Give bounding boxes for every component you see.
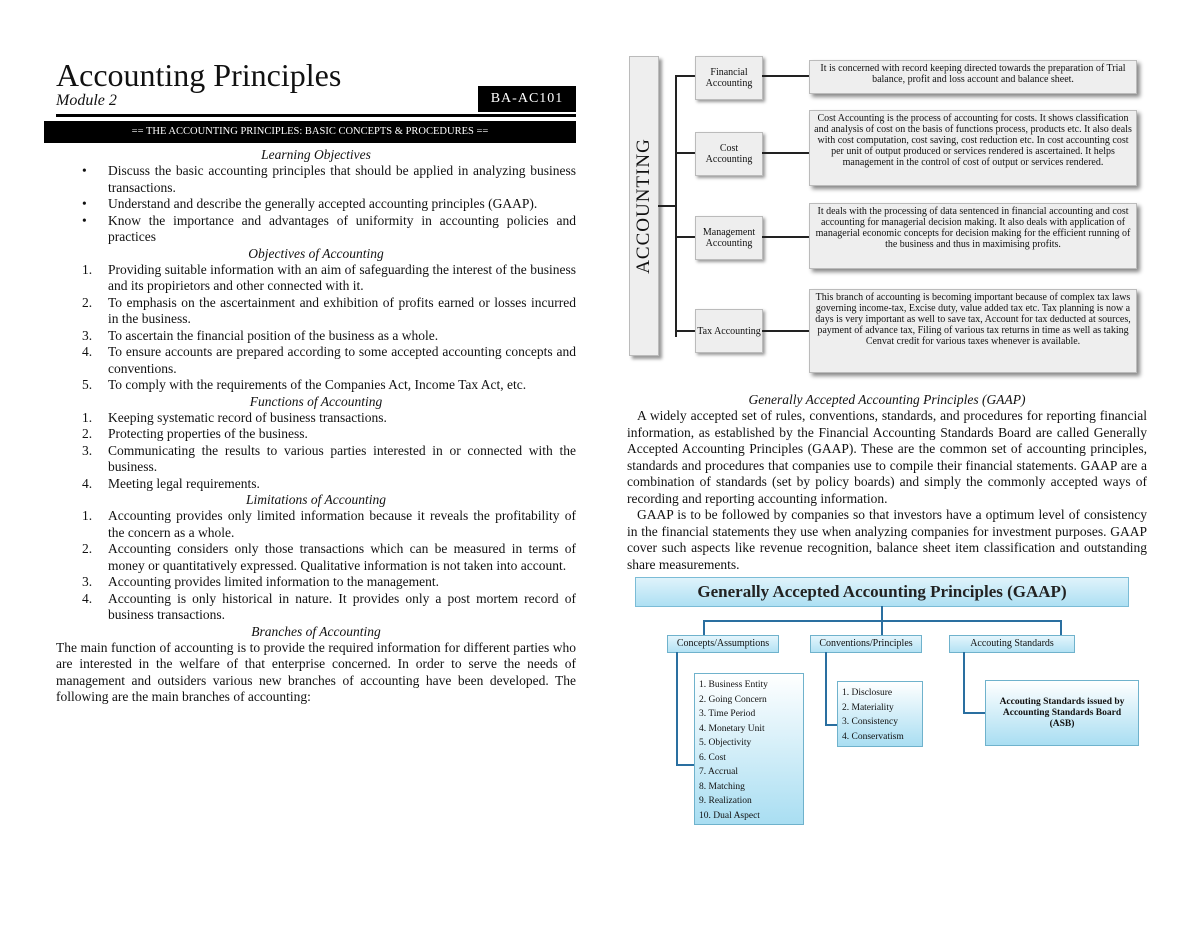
list-item: 1. Providing suitable information with an aim of safeguarding the interest of the business and its propirietors and other connected with it. [82, 261, 576, 293]
list-item: 2. Protecting properties of the business. [82, 426, 308, 441]
connector-line [658, 205, 676, 207]
list-item: 4. Meeting legal requirements. [82, 475, 260, 491]
branch-cost-desc: Cost Accounting is the process of accounting for costs. It shows classification and analysis of cost on the basis of functions process, products etc. It also deals with cost computation, cost saving, cost reduction etc. In cost accounting cost per unit of output produced or services rendered is ascertained. It helps management in the control of cost of output or services rendered. [809, 110, 1137, 186]
connector-line [881, 620, 883, 635]
gaap-paragraph-1: A widely accepted set of rules, conventions, standards, and procedures for reporting financial information, as established by the Financial Accounting Standards Board are called Generally Accepted Accounting Principles (GAAP). These are the common set of accounting principles, standards and procedures that companies use to compile their financial statements. GAAP are a combination of standards (set by policy boards) and simply the commonly accepted ways of recording and reporting accounting information. [627, 408, 1147, 506]
functions-list [56, 410, 576, 493]
connector-line [1060, 620, 1062, 635]
gaap-chart [627, 577, 1147, 837]
list-item: 6. Cost [699, 752, 726, 763]
list-item: 8. Matching [699, 781, 745, 792]
learning-objectives-list [56, 163, 576, 246]
connector-line [762, 330, 809, 332]
gaap-paragraph-2: GAAP is to be followed by companies so that investors have a optimum level of consistency in the financial statements they use when analyzing companies for investment purposes. GAAP cover such aspects like revenue recognition, balance sheet item classification and outstanding share measurements. [627, 507, 1147, 572]
connector-line [963, 712, 985, 714]
module-label: Module 2 [56, 92, 117, 109]
connector-line [762, 75, 809, 77]
list-item: 1. Business Entity [699, 680, 768, 690]
list-item: 9. Realization [699, 796, 752, 806]
branch-tax-accounting: Tax Accounting [695, 309, 763, 353]
connector-line [762, 236, 809, 238]
connector-line [825, 652, 827, 725]
list-item: 1. Accounting provides only limited information because it reveals the profitability of the concern as a whole. [82, 508, 576, 540]
gaap-chart-title: Generally Accepted Accounting Principles (GAAP) [635, 577, 1129, 607]
list-item: 3. Consistency [842, 717, 898, 727]
list-item: 2. Materiality [842, 702, 894, 713]
list-item: 4. Monetary Unit [699, 723, 765, 734]
list-item: 4. Accounting is only historical in nature. It provides only a post mortem record of business transactions. [82, 590, 576, 622]
connector-line [703, 620, 705, 635]
section-banner: == THE ACCOUNTING PRINCIPLES: BASIC CONCEPTS & PROCEDURES == [44, 121, 576, 143]
category-standards: Accouting Standards [949, 635, 1075, 653]
branches-heading: Branches of Accounting [251, 623, 381, 639]
list-item: 2. Accounting considers only those transactions which can be measured in terms of money or quantitatively expressed. Qualitative information is not taken into account. [82, 541, 576, 573]
connector-line [675, 75, 677, 337]
bullet-marker: • [82, 163, 87, 178]
list-item: 3. Accounting provides limited information to the management. [82, 574, 440, 589]
list-item: 10. Dual Aspect [699, 810, 760, 821]
list-item: 5. Objectivity [699, 738, 752, 748]
branch-management-desc: It deals with the processing of data sentenced in financial accounting and cost accounting for managerial decision making. It also deals with application of managerial economic concepts for decision making for the efficient running of the business and thus in maximising profits. [809, 203, 1137, 269]
list-item: • Understand and describe the generally accepted accounting principles (GAAP). [82, 196, 538, 211]
branch-management-accounting: Management Accounting [695, 216, 763, 260]
connector-line [825, 724, 837, 726]
objectives-list [56, 262, 576, 394]
list-item: 2. To emphasis on the ascertainment and exhibition of profits earned or losses incurred in the business. [82, 294, 576, 326]
connector-line [762, 152, 809, 154]
category-conventions: Conventions/Principles [810, 635, 922, 653]
branch-financial-accounting: Financial Accounting [695, 56, 763, 100]
course-code-badge: BA-AC101 [478, 86, 576, 112]
accounting-branches-diagram [627, 52, 1147, 382]
standards-box: Accouting Standards issued by Accounting Standards Board (ASB) [985, 680, 1139, 746]
functions-heading: Functions of Accounting [249, 393, 383, 409]
accounting-root-box: ACCOUNTING [629, 56, 659, 356]
gaap-heading: Generally Accepted Accounting Principles (GAAP) [748, 392, 1026, 407]
connector-line [675, 330, 695, 332]
branch-financial-desc: It is concerned with record keeping directed towards the preparation of Trial balance, profit and loss account and balance sheet. [809, 60, 1137, 94]
list-item: 3. To ascertain the financial position of the business as a whole. [82, 327, 439, 343]
list-item: 4. Conservatism [842, 731, 904, 742]
connector-line [676, 764, 694, 766]
branches-paragraph: The main function of accounting is to provide the required information for different parties who are interested in the welfare of that enterprise concerned. In order to serve the needs of management and outsiders various new branches of accounting have been developed. The following are the main branches of accounting: [56, 639, 576, 704]
list-item: • Discuss the basic accounting principles that should be applied in analyzing business transactions. [82, 163, 576, 195]
limitations-list [56, 508, 576, 624]
list-item: 7. Accrual [699, 767, 739, 777]
connector-line [881, 606, 883, 620]
limitations-heading: Limitations of Accounting [245, 492, 386, 507]
list-item: 5. To comply with the requirements of the Companies Act, Income Tax Act, etc. [82, 377, 527, 392]
objectives-heading: Objectives of Accounting [248, 245, 384, 261]
concepts-list [694, 673, 804, 825]
branch-tax-desc: This branch of accounting is becoming important because of complex tax laws governing income-tax, Excise duty, value added tax etc. Tax planning is now a days is very important as well to save tax, Account for tax deducted at sources, payment of advance tax, Filing of various tax returns in time as well as taking Cenvat credit for various taxes whenever is available. [809, 289, 1137, 373]
left-column [56, 58, 576, 706]
list-item: 1. Keeping systematic record of business transactions. [82, 409, 387, 425]
connector-line [675, 75, 695, 77]
list-item: • Know the importance and advantages of uniformity in accounting policies and practices [82, 212, 576, 244]
learning-objectives-heading: Learning Objectives [261, 147, 371, 162]
page-title: Accounting Principles [56, 57, 342, 93]
title-rule [56, 114, 576, 117]
list-item: 2. Going Concern [699, 694, 767, 705]
bullet-marker: • [82, 212, 87, 228]
list-item: 3. Time Period [699, 709, 756, 719]
category-concepts: Concepts/Assumptions [667, 635, 779, 653]
connector-line [675, 152, 695, 154]
conventions-list [837, 681, 923, 747]
connector-line [676, 652, 678, 765]
branch-cost-accounting: Cost Accounting [695, 132, 763, 176]
list-item: 1. Disclosure [842, 688, 893, 698]
list-item: 4. To ensure accounts are prepared according to some accepted accounting concepts and conventions. [82, 344, 576, 376]
bullet-marker: • [82, 196, 87, 211]
list-item: 3. Communicating the results to various parties interested in or connected with the business. [82, 442, 576, 474]
connector-line [963, 652, 965, 713]
right-column [627, 52, 1147, 837]
connector-line [675, 236, 695, 238]
